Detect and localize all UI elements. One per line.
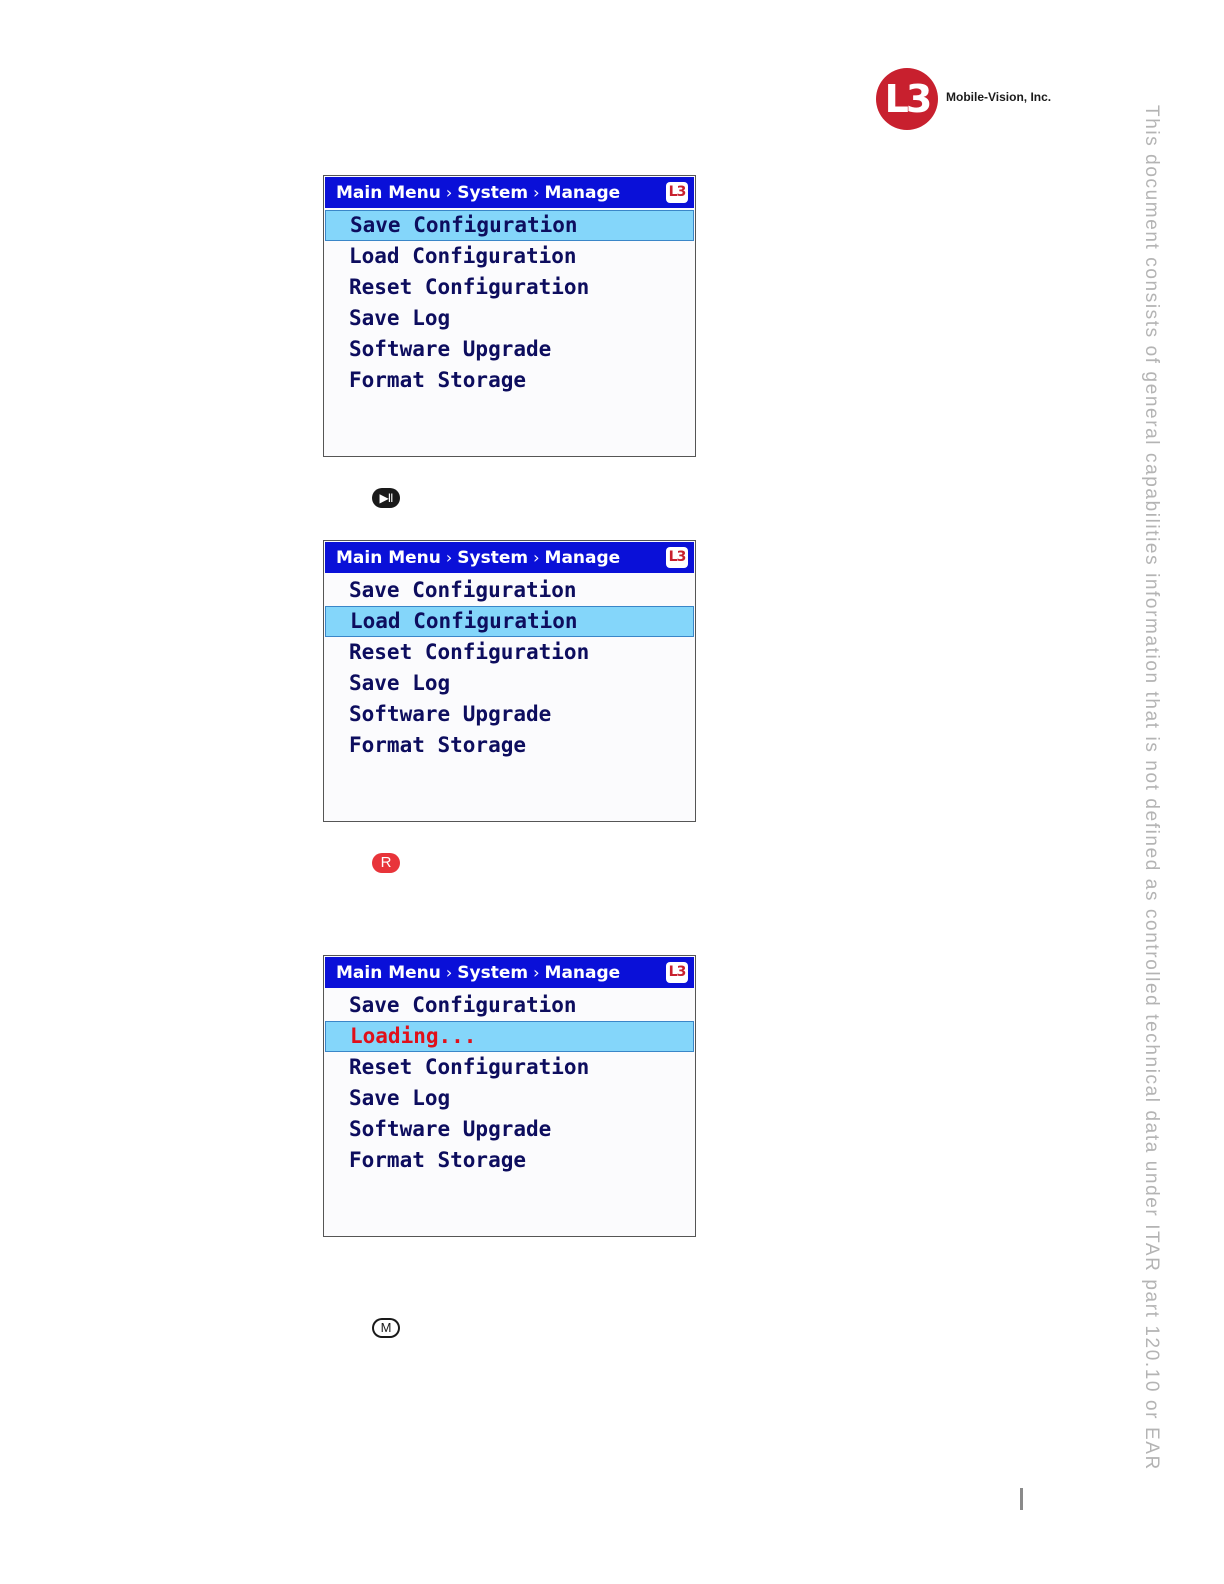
l3-header-icon: L3 [666,962,688,983]
breadcrumb-separator-icon: › [445,548,453,567]
menu-item-save-configuration[interactable]: Save Configuration [325,210,694,241]
screen-loading [323,955,696,1237]
screen-load-configuration-selected [323,540,696,822]
breadcrumb-main-menu: Main Menu [336,963,441,983]
company-logo [876,68,1076,130]
l3-header-icon: L3 [666,547,688,568]
menu-icon-glyph: M [374,1320,398,1336]
manage-menu [325,210,694,396]
breadcrumb-main-menu: Main Menu [336,548,441,568]
menu-icon [372,1318,400,1338]
breadcrumb-manage: Manage [544,183,621,203]
menu-item-format-storage[interactable]: Format Storage [349,368,527,392]
breadcrumb-system: System [457,548,529,568]
menu-item-format-storage[interactable]: Format Storage [349,1148,527,1172]
menu-item-software-upgrade[interactable]: Software Upgrade [349,337,552,361]
menu-item-save-log[interactable]: Save Log [349,1086,451,1110]
screen-header [325,177,694,208]
menu-item-reset-configuration[interactable]: Reset Configuration [349,1055,590,1079]
breadcrumb-separator-icon: › [533,963,540,982]
breadcrumb-separator-icon: › [533,183,540,202]
manage-menu [325,990,694,1176]
screen-header [325,542,694,573]
menu-item-software-upgrade[interactable]: Software Upgrade [349,702,552,726]
breadcrumb-separator-icon: › [445,183,453,202]
screen-save-configuration-selected [323,175,696,457]
menu-item-format-storage[interactable]: Format Storage [349,733,527,757]
menu-item-load-configuration[interactable]: Load Configuration [325,606,694,637]
l3-logo-mark: L3 [876,68,938,130]
menu-item-save-configuration[interactable]: Save Configuration [349,993,577,1017]
breadcrumb-system: System [457,183,529,203]
menu-item-software-upgrade[interactable]: Software Upgrade [349,1117,552,1141]
menu-item-load-configuration[interactable]: Load Configuration [349,244,577,268]
record-icon: R [372,853,400,873]
breadcrumb-manage: Manage [544,963,621,983]
footer-divider [1020,1488,1023,1510]
company-name: Mobile-Vision, Inc. [946,90,1052,104]
menu-item-save-configuration[interactable]: Save Configuration [349,578,577,602]
menu-item-loading-status: Loading... [325,1021,694,1052]
itar-watermark: This document consists of general capabilities information that is not defined as controlled technical data under ITAR part 120.10 or EAR [1141,105,1162,1471]
menu-item-reset-configuration[interactable]: Reset Configuration [349,640,590,664]
breadcrumb-separator-icon: › [445,963,453,982]
screen-header [325,957,694,988]
breadcrumb-system: System [457,963,529,983]
breadcrumb-separator-icon: › [533,548,540,567]
breadcrumb-main-menu: Main Menu [336,183,441,203]
menu-item-save-log[interactable]: Save Log [349,671,451,695]
l3-header-icon: L3 [666,182,688,203]
menu-item-reset-configuration[interactable]: Reset Configuration [349,275,590,299]
manage-menu [325,575,694,761]
play-pause-icon: ▶II [372,488,400,508]
menu-item-save-log[interactable]: Save Log [349,306,451,330]
breadcrumb-manage: Manage [544,548,621,568]
